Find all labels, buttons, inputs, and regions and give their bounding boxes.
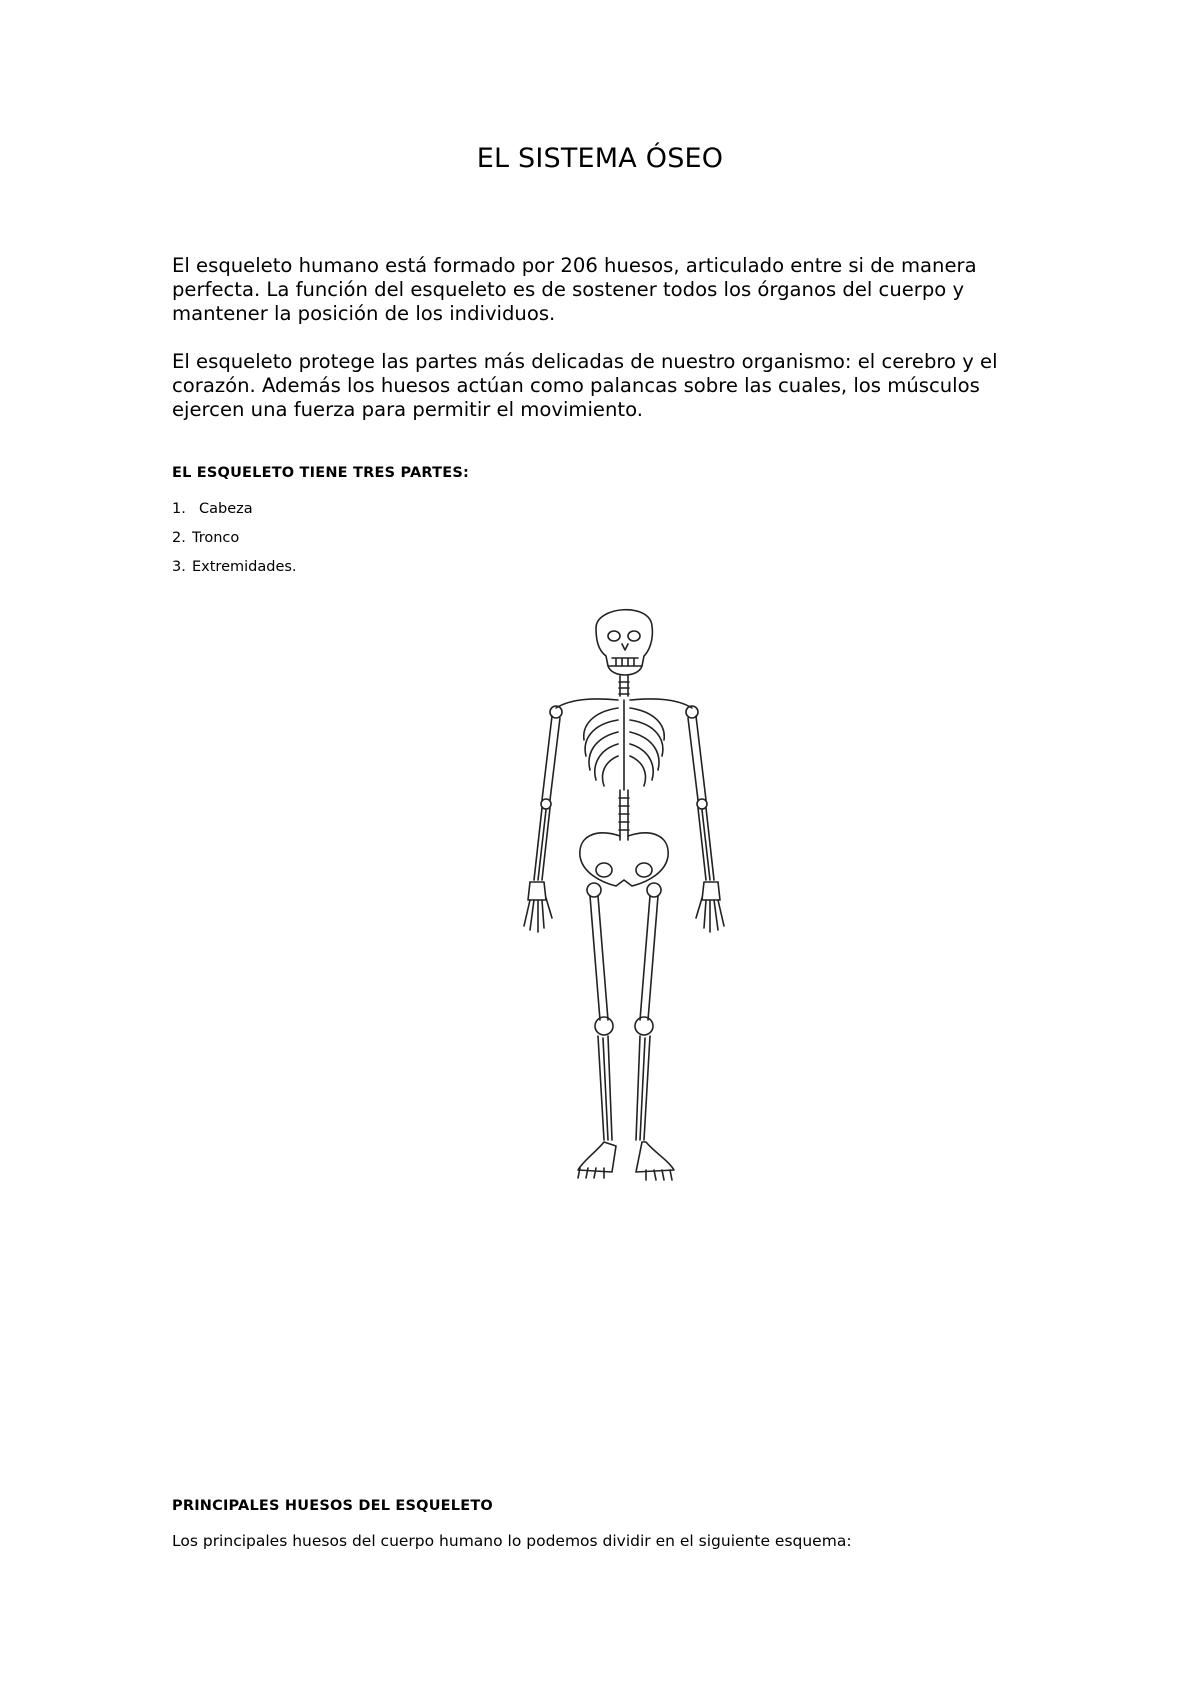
protection-paragraph: El esqueleto protege las partes más delicadas de nuestro organismo: el cerebro y el corazón. Además los huesos actúan como palancas sobre las cuales, los músculos ejercen una fuerza para permitir el movimiento. xyxy=(172,350,998,421)
bones-heading: PRINCIPALES HUESOS DEL ESQUELETO xyxy=(172,1498,493,1514)
parts-list xyxy=(172,500,297,587)
intro-paragraph: El esqueleto humano está formado por 206 huesos, articulado entre si de manera perfecta. La función del esqueleto es de sostener todos los órganos del cuerpo y mantener la posición de los individuos. xyxy=(172,254,977,325)
list-item-number: 2. xyxy=(172,530,186,546)
list-item-number: 3. xyxy=(172,559,186,575)
list-item-label: Tronco xyxy=(192,530,240,546)
page-title: EL SISTEMA ÓSEO xyxy=(476,143,724,174)
skeleton-figure xyxy=(500,600,740,1200)
list-item-number: 1. xyxy=(172,501,186,517)
bones-intro-text: Los principales huesos del cuerpo humano lo podemos dividir en el siguiente esquema: xyxy=(172,1532,852,1550)
parts-heading: EL ESQUELETO TIENE TRES PARTES: xyxy=(172,465,469,481)
list-item xyxy=(172,529,297,558)
skeleton-illustration-icon xyxy=(500,600,740,1200)
list-item xyxy=(172,558,297,587)
list-item xyxy=(172,500,297,529)
list-item-label: Cabeza xyxy=(199,501,253,517)
list-item-label: Extremidades. xyxy=(192,559,297,575)
